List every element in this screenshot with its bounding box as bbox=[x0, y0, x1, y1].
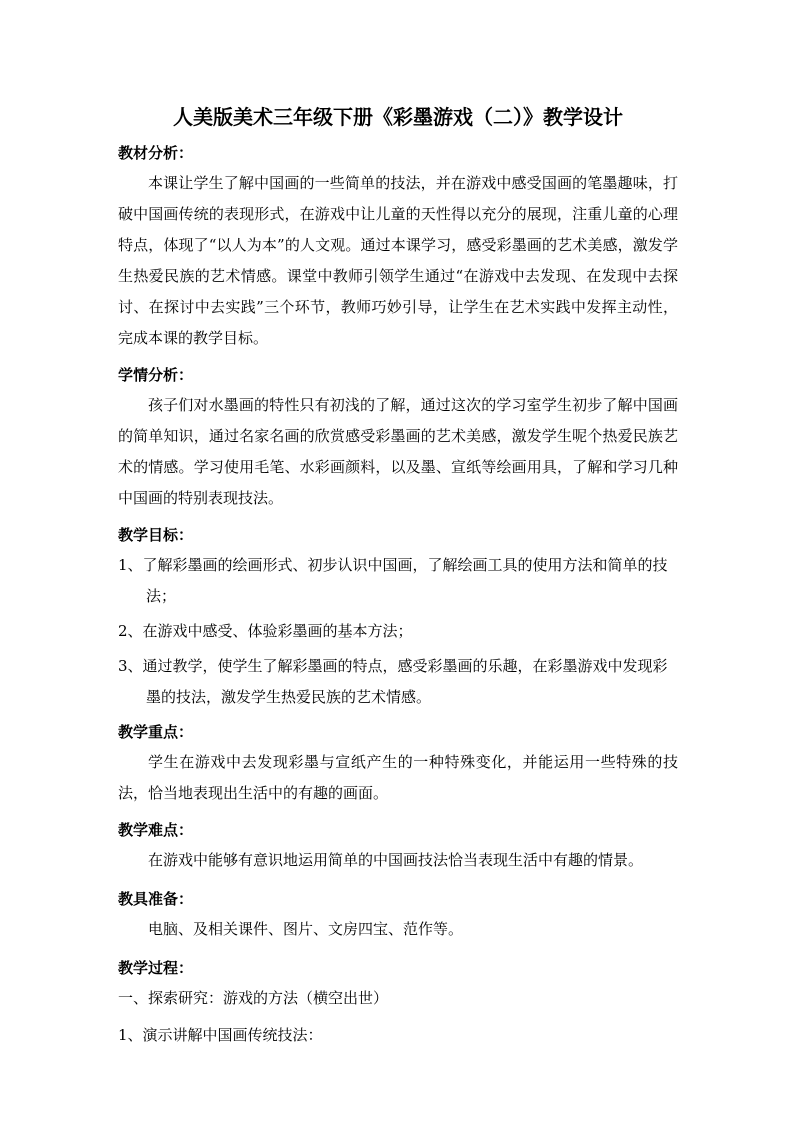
process-line-1: 一、探索研究：游戏的方法（横空出世） bbox=[118, 989, 389, 1007]
heading-key-points: 教学重点： bbox=[118, 723, 194, 741]
text-student-analysis: 孩子们对水墨画的特性只有初浅的了解，通过这次的学习室学生初步了解中国画的简单知识，通过名家名画的欣赏感受彩墨画的艺术美感，激发学生呢个热爱民族艺术的情感。学习使用毛笔、水彩画颜料，以及墨、宣纸等绘画用具，了解和学习几种中国画的特别表现技法。 bbox=[118, 396, 678, 507]
section-difficulties bbox=[118, 815, 678, 876]
section-material-analysis bbox=[118, 138, 678, 354]
text-difficulties: 在游戏中能够有意识地运用简单的中国画技法恰当表现生活中有趣的情景。 bbox=[148, 851, 644, 869]
process-line-2: 1、演示讲解中国画传统技法： bbox=[118, 1026, 323, 1044]
section-tools bbox=[118, 884, 678, 945]
text-key-points: 学生在游戏中去发现彩墨与宣纸产生的一种特殊变化，并能运用一些特殊的技法，恰当地表现出生活中的有趣的画面。 bbox=[118, 753, 678, 802]
heading-teaching-goals: 教学目标： bbox=[118, 526, 194, 544]
heading-student-analysis: 学情分析： bbox=[118, 366, 194, 384]
document-title: 人美版美术三年级下册《彩墨游戏（二）》教学设计 bbox=[173, 105, 623, 129]
section-process bbox=[118, 953, 678, 1051]
goal-item-1: 1、了解彩墨画的绘画形式、初步认识中国画，了解绘画工具的使用方法和简单的技法； bbox=[118, 556, 668, 605]
goal-item-3: 3、通过教学，使学生了解彩墨画的特点，感受彩墨画的乐趣，在彩墨游戏中发现彩墨的技法，激发学生热爱民族的艺术情感。 bbox=[118, 657, 668, 706]
goal-item-2: 2、在游戏中感受、体验彩墨画的基本方法； bbox=[118, 622, 413, 640]
heading-process: 教学过程： bbox=[118, 959, 194, 977]
section-teaching-goals bbox=[118, 520, 678, 713]
text-tools: 电脑、及相关课件、图片、文房四宝、范作等。 bbox=[148, 920, 464, 938]
document-content bbox=[118, 102, 678, 1057]
heading-material-analysis: 教材分析： bbox=[118, 144, 194, 162]
section-key-points bbox=[118, 717, 678, 809]
text-material-analysis: 本课让学生了解中国画的一些简单的技法，并在游戏中感受国画的笔墨趣味，打破中国画传统的表现形式，在游戏中让儿童的天性得以充分的展现，注重儿童的心理特点，体现了“以人为本”的人文观。通过本课学习，感受彩墨画的艺术美感，激发学生热爱民族的艺术情感。课堂中教师引领学生通过“在游戏中去发现、在发现中去探讨、在探讨中去实践”三个环节，教师巧妙引导，让学生在艺术实践中发挥主动性，完成本课的教学目标。 bbox=[118, 174, 678, 347]
heading-difficulties: 教学难点： bbox=[118, 821, 194, 839]
section-student-analysis bbox=[118, 360, 678, 514]
heading-tools: 教具准备： bbox=[118, 890, 194, 908]
